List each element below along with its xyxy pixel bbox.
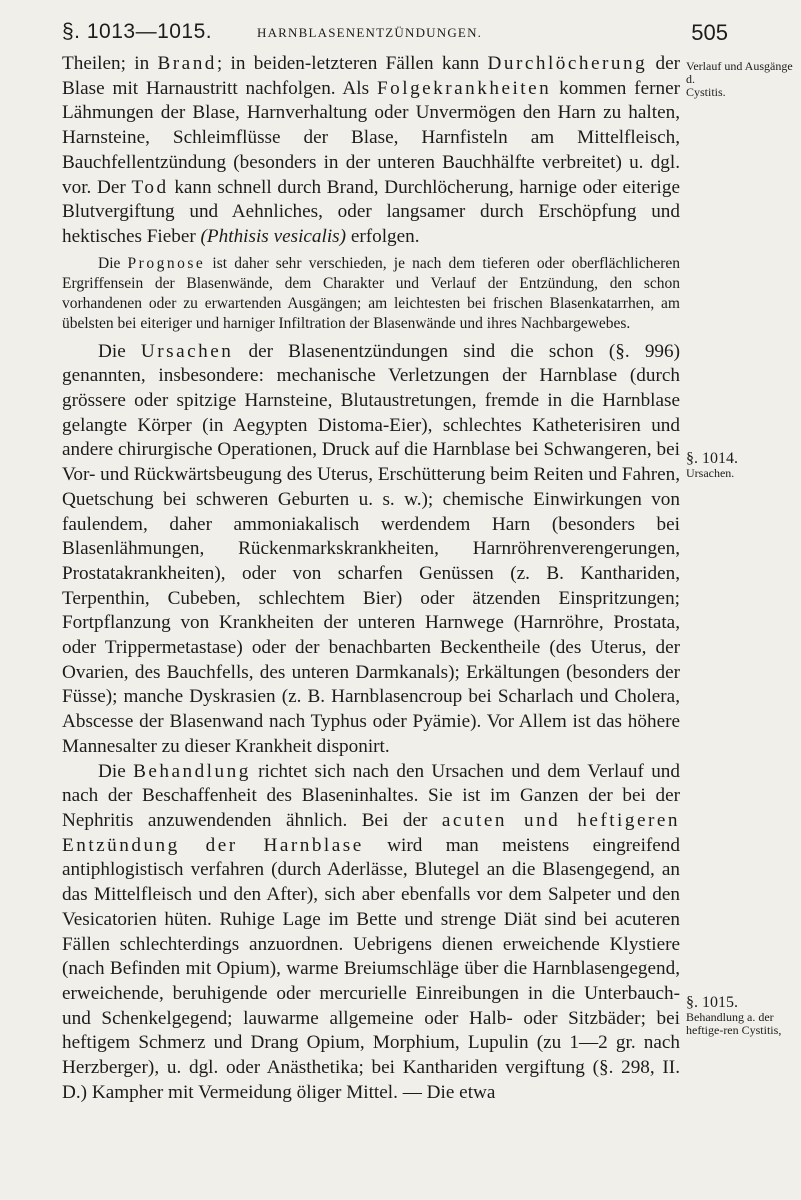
text-run: kann schnell durch Brand, Durchlöcherung, harnige oder eiterige Blutvergiftung und Aehnliches, oder langsamer durch Erschöpfung und hektisches Fieber bbox=[62, 176, 680, 247]
paragraph-ursachen bbox=[62, 340, 680, 760]
margin-section-1014: §. 1014. bbox=[686, 450, 738, 467]
term-acute-entzuendung: acuten und heftigeren Entzündung der Harnblase bbox=[62, 809, 680, 856]
term-folgekrankheiten: Folgekrankheiten bbox=[376, 77, 552, 99]
term-brand: Brand bbox=[157, 53, 217, 74]
paragraph-prognose bbox=[62, 254, 680, 334]
page-number: 505 bbox=[691, 20, 728, 45]
text-run: wird man meistens eingreifend antiphlogistisch verfahren (durch Aderlässe, Blutegel an die Blasengegend, an das Mittelfleisch und den After), sich aber ebenfalls vor dem Salpeter und den Vesicatorien hüten. Ruhige Lage im Bette und strenge Diät sind bei acuteren Fällen schlechterdings anzuordnen. Uebrigens dienen erweichende Klystiere (nach Befinden mit Opium), warme Breiumschläge über die Harnblasengegend, erweichende, beruhigende oder mercurielle Einreibungen in die Unterbauch- und Schenkelgegend; lauwarme allgemeine oder Halb- oder Sitzbäder; bei heftigem Schmerz und Drang Opium, Morphium, Lupulin (zu 1—2 gr. nach Herzberger), u. dgl. oder Anästhetika; bei Kanthariden vergiftung (§. 298, II. D.) Kampher mit Vermeidung öliger Mittel. — Die etwa bbox=[62, 834, 680, 1103]
text-run: der Blase mit Harnaustritt nachfolgen. Als bbox=[62, 53, 681, 99]
text-run: Die bbox=[98, 760, 134, 782]
margin-note-cystitis bbox=[686, 86, 798, 99]
running-title: HARNBLASENENTZÜNDUNGEN. bbox=[257, 25, 483, 40]
term-ursachen: Ursachen bbox=[140, 340, 234, 362]
text-run: der Blasenentzündungen sind die schon (§. 996) genannten, insbesondere: mechanische Verletzungen der Harnblase (durch grössere oder spitzige Harnsteine, Blutaustretungen, fremde in die Harnblase gelangte Körper (in Aegypten Distoma-Eier), schlechtes Katheterisiren und andere chirurgische Operationen, Druck auf die Harnblase bei Schwangeren, bei Vor- und Rückwärtsbeugung des Uterus, Erschütterung beim Reiten und Fahren, Quetschung bei schweren Geburten u. s. w.); chemische Einwirkungen von faulendem, daher ammoniakalisch werdendem Harn (besonders bei Blasenlähmungen, Rückenmarkskrankheiten, Harnröhrenverengerungen, Prostatakrankheiten), oder von scharfen Genüssen (z. B. Kanthariden, Terpenthin, Cubeben, schlechtem Bier) oder ätzenden Einspritzungen; Fortpflanzung von Krankheiten der unteren Harnwege (Harnröhre, Prostata, oder Trippermetastase) oder der benachbarten Beckentheile (des Uterus, der Ovarien, des Bauchfells, des unteren Darmkanals); Erkältungen (besonders der Füsse); manche Dyskrasien (z. B. Harnblasencroup bei Scharlach und Cholera, Abscesse der Blasenwand nach Typhus oder Pyämie). Vor Allem ist das höhere Mannesalter zu dieser Krankheit disponirt. bbox=[62, 340, 680, 757]
margin-note-verlauf bbox=[686, 60, 798, 86]
header-section-range: §. 1013—1015. bbox=[62, 20, 213, 43]
text-run: Die bbox=[98, 340, 141, 362]
text-run: kommen ferner Lähmungen der Blase, Harnverhaltung oder Unvermögen den Harn zu halten, Harnsteine, Schleimflüsse der Blase, Harnfisteln am Mittelfleisch, Bauchfellentzündung (besonders in der unteren Bauchhälfte verbreitet) u. dgl. vor. Der bbox=[62, 77, 680, 198]
margin-label-ursachen: Ursachen. bbox=[686, 466, 735, 480]
margin-label-verlauf: Verlauf und Ausgänge d. bbox=[686, 59, 793, 86]
text-run: Theilen; in bbox=[62, 53, 158, 74]
text-run: Die bbox=[98, 254, 128, 272]
term-phthisis-vesicalis: (Phthisis vesicalis) bbox=[200, 225, 347, 247]
paragraph-1 bbox=[62, 52, 680, 250]
text-run: ; in beiden-letzteren Fällen kann bbox=[216, 53, 488, 74]
page-body bbox=[62, 52, 680, 1105]
term-durchloecherung: Durchlöcherung bbox=[487, 53, 648, 74]
text-run: richtet sich nach den Ursachen und dem Verlauf und nach der Beschaffenheit des Blaseninhaltes. Sie ist im Ganzen der bei der Nephritis anzuwendenden ähnlich. Bei der bbox=[62, 760, 680, 831]
text-run: ist daher sehr verschieden, je nach dem tieferen oder oberflächlicheren Ergriffensein der Blasenwände, dem Charakter und Verlauf der Entzündung, den schon vorhandenen oder zu erwartenden Ausgängen; am leichtesten bei frischen Blasenkatarrhen, am übelsten bei eiteriger und harniger Infiltration der Blasenwände und ihres Nachbargewebes. bbox=[62, 254, 680, 332]
paragraph-behandlung bbox=[62, 760, 680, 1106]
term-tod: Tod bbox=[131, 176, 169, 198]
text-run: erfolgen. bbox=[346, 225, 420, 247]
margin-note-behandlung bbox=[686, 994, 798, 1037]
margin-label-behandlung: Behandlung a. der heftige-ren Cystitis, bbox=[686, 1010, 782, 1037]
margin-section-1015: §. 1015. bbox=[686, 994, 738, 1011]
page-header bbox=[52, 20, 742, 46]
margin-label-cystitis: Cystitis. bbox=[686, 85, 726, 99]
term-prognose: Prognose bbox=[127, 254, 206, 272]
term-behandlung: Behandlung bbox=[133, 760, 251, 782]
margin-note-ursachen bbox=[686, 450, 798, 480]
